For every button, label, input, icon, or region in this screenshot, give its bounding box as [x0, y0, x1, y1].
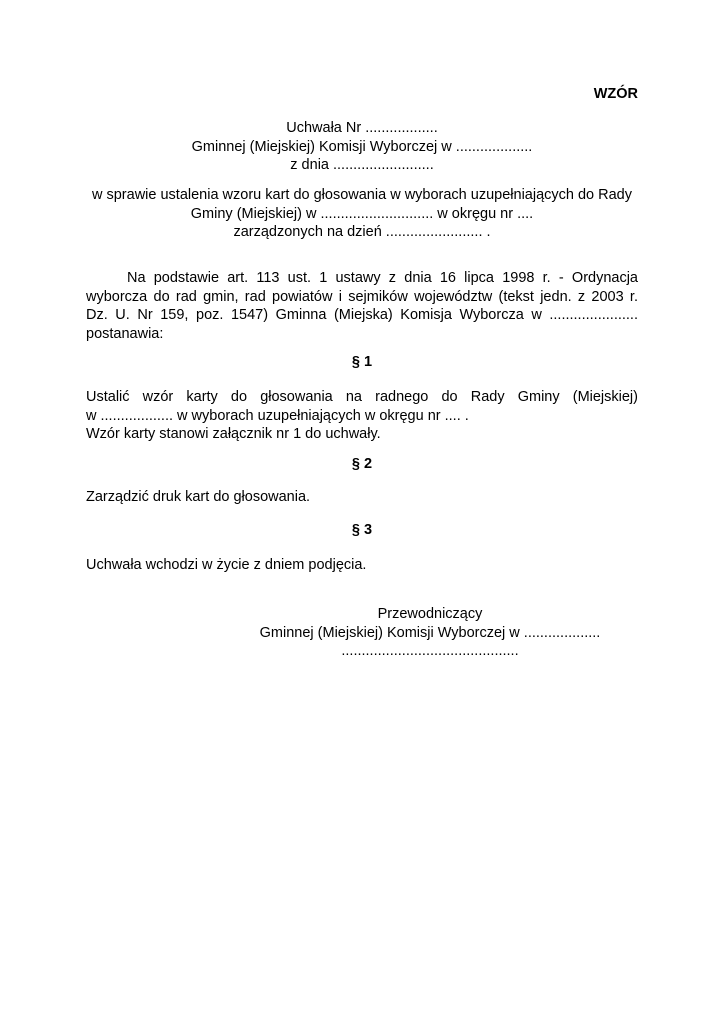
section-3-content [86, 556, 638, 575]
template-label: WZÓR [593, 86, 638, 102]
resolution-subject [86, 186, 638, 242]
chairman-commission: Gminnej (Miejskiej) Komisji Wyborczej w ................... [259, 624, 601, 641]
paragraph-line: wyborcza do rad gmin, rad powiatów i sejmików województw (tekst jedn. z 2003 r. [86, 288, 638, 305]
section-2-content [86, 488, 638, 507]
paragraph-line: Na podstawie art. 113 ust. 1 ustawy z dnia 16 lipca 1998 r. - Ordynacja [127, 270, 638, 286]
subject-line: w sprawie ustalenia wzoru kart do głosowania w wyborach uzupełniających do Rady [91, 187, 632, 203]
resolution-header [86, 119, 638, 175]
section-line: Zarządzić druk kart do głosowania. [86, 489, 311, 505]
section-line: Wzór karty stanowi załącznik nr 1 do uchwały. [86, 426, 381, 442]
resolution-date: z dnia ......................... [290, 157, 434, 173]
section-1-content [86, 388, 638, 444]
signature-block [230, 605, 630, 661]
section-2-heading: § 2 [351, 456, 373, 472]
section-3-heading: § 3 [351, 522, 373, 538]
subject-line: Gminy (Miejskiej) w ............................ w okręgu nr .... [190, 205, 534, 222]
signature-line: ............................................ [341, 643, 519, 659]
paragraph-line: Dz. U. Nr 159, poz. 1547) Gminna (Miejska) Komisja Wyborcza w ...................... [86, 307, 638, 323]
resolution-number: Uchwała Nr .................. [286, 120, 438, 136]
chairman-title: Przewodniczący [377, 606, 483, 622]
legal-basis-paragraph [86, 269, 638, 343]
subject-line: zarządzonych na dzień ........................ . [233, 224, 491, 240]
section-line: Uchwała wchodzi w życie z dniem podjęcia. [86, 557, 367, 573]
paragraph-line: postanawia: [86, 325, 164, 342]
section-1-heading: § 1 [351, 354, 373, 370]
section-line: w .................. w wyborach uzupełniających w okręgu nr .... . [86, 407, 469, 424]
commission-name: Gminnej (Miejskiej) Komisji Wyborczej w ................... [191, 138, 533, 155]
section-line: Ustalić wzór karty do głosowania na radnego do Rady Gminy (Miejskiej) [86, 389, 638, 405]
